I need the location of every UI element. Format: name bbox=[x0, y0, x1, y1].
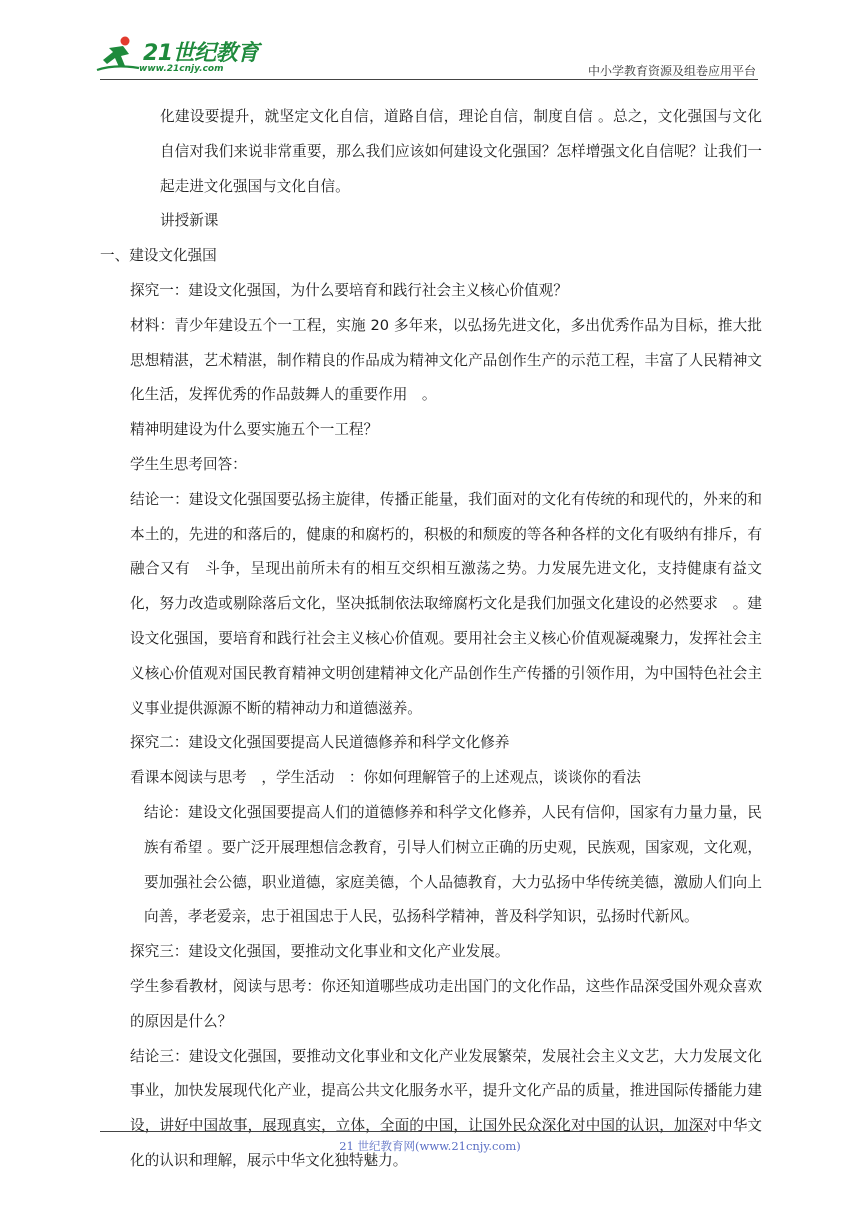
platform-name: 中小学教育资源及组卷应用平台 bbox=[587, 64, 756, 78]
logo-url: www.21cnjy.com bbox=[139, 64, 224, 74]
reading-paragraph: 学生参看教材，阅读与思考：你还知道哪些成功走出国门的文化作品，这些作品深受国外观众喜欢的原因是什么？ bbox=[130, 977, 762, 1030]
section-label: 讲授新课 bbox=[160, 212, 219, 230]
paragraph-intro: 化建设要提升，就坚定文化自信，道路自信，理论自信，制度自信 。总之，文化强国与文化自信对我们来说非常重要，那么我们应该如何建设文化强国？怎样增强文化自信呢？让我们一起走进文化强国与文化自信。 bbox=[160, 108, 762, 195]
activity-paragraph: 看课本阅读与思考 ，学生活动 ：你如何理解管子的上述观点，谈谈你的看法 bbox=[130, 769, 641, 787]
conclusion-paragraph: 结论一：建设文化强国要弘扬主旋律，传播正能量，我们面对的文化有传统的和现代的，外来的和本土的，先进的和落后的，健康的和腐朽的，积极的和颓废的等各种各样的文化有吸纳有排斥，有融合又有 斗争，呈现出前所未有的相互交织相互激荡之势。力发展先进文化，支持健康有益文化，努力改造或剔除落后文化，坚决抵制依法取缔腐朽文化是我们加强文化建设的必然要求 。建设文化强国，要培育和践行社会主义核心价值观。要用社会主义核心价值观凝魂聚力，发挥社会主义核心价值观对国民教育精神文明创建精神文化产品创作生产传播的引领作用，为中国特色社会主义事业提供源源不断的精神动力和道德滋养。 bbox=[130, 490, 762, 717]
inquiry-heading: 探究二：建设文化强国要提高人民道德修养和科学文化修养 bbox=[130, 734, 510, 752]
section-heading: 一、建设文化强国 bbox=[100, 247, 217, 265]
student-answer-label: 学生生思考回答： bbox=[130, 455, 247, 473]
logo bbox=[95, 34, 265, 80]
material-paragraph: 材料：青少年建设五个一工程，实施 20 多年来，以弘扬先进文化，多出优秀作品为目标，推大批思想精湛，艺术精湛，制作精良的作品成为精神文化产品创作生产的示范工程，丰富了人民精神文化生活，发挥优秀的作品鼓舞人的重要作用 。 bbox=[130, 316, 762, 404]
footer-divider bbox=[100, 1131, 708, 1132]
runner-logo-icon bbox=[95, 34, 141, 74]
conclusion-paragraph: 结论：建设文化强国要提高人们的道德修养和科学文化修养，人民有信仰，国家有力量力量，民族有希望 。要广泛开展理想信念教育，引导人们树立正确的历史观，民族观，国家观，文化观，要加强社会公德，职业道德，家庭美德，个人品德教育，大力弘扬中华传统美德，激励人们向上向善，孝老爱亲，忠于祖国忠于人民，弘扬科学精神，普及科学知识，弘扬时代新风。 bbox=[144, 803, 762, 926]
logo-text: 21世纪教育 bbox=[143, 41, 259, 66]
inquiry-heading: 探究一：建设文化强国，为什么要培育和践行社会主义核心价值观？ bbox=[130, 281, 568, 299]
document-body bbox=[100, 100, 762, 1179]
conclusion-paragraph: 结论三：建设文化强国，要推动文化事业和文化产业发展繁荣，发展社会主义文艺，大力发展文化事业，加快发展现代化产业，提高公共文化服务水平，提升文化产品的质量，推进国际传播能力建设，讲好中国故事，展现真实，立体，全面的中国，让国外民众深化对中国的认识，加深对中华文化的认识和理解，展示中华文化独特魅力。 bbox=[130, 1047, 762, 1169]
page-footer: 21 世纪教育网(www.21cnjy.com) bbox=[339, 1139, 521, 1153]
page-header bbox=[0, 0, 860, 82]
header-divider bbox=[100, 79, 758, 80]
inquiry-heading: 探究三：建设文化强国，要推动文化事业和文化产业发展。 bbox=[130, 943, 510, 961]
question-paragraph: 精神明建设为什么要实施五个一工程？ bbox=[130, 421, 379, 439]
